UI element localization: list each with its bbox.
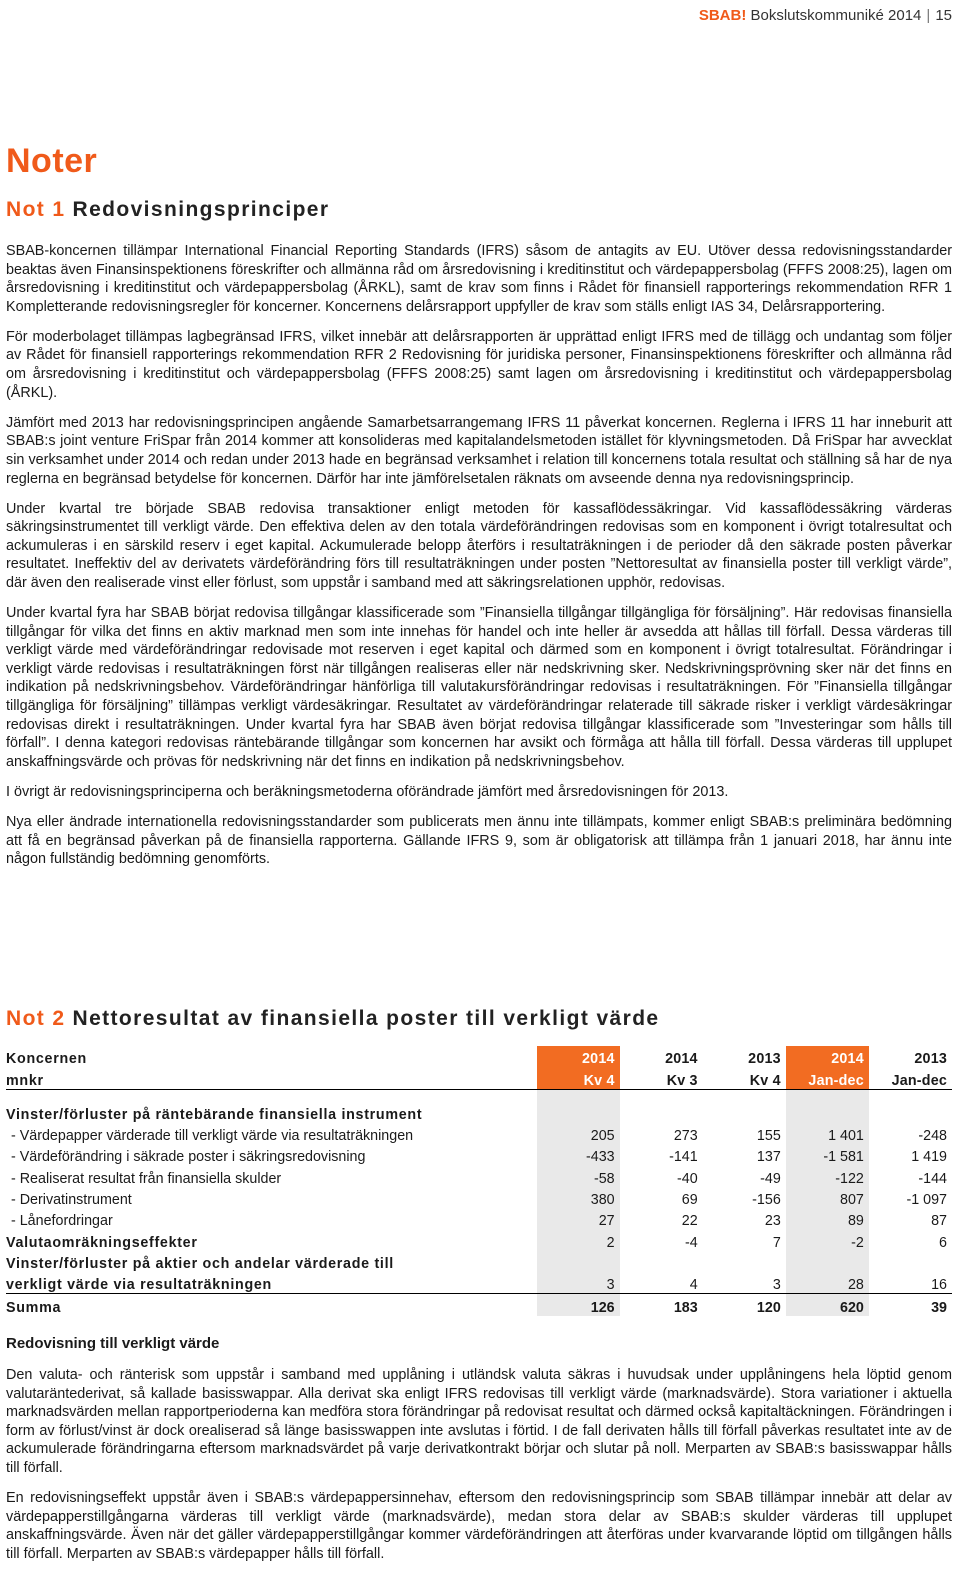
note1-paragraph: SBAB-koncernen tillämpar International Financial Reporting Standards (IFRS) såsom de antagits av EU. Utöver dessa redovisningsstandarder beaktas även Finansinspektionens föreskrifter och allmänna råd om årsredovisning i kreditinstitut och värdepappersbolag (FFFS 2008:25), lagen om årsredovisning i kreditinstitut och värdepappersbolag (ÅRKL), samt de krav som finns i Rådet för finansiell rapporterings rekommendation RFR 1 Kompletterande redovisningsregler för koncerner. Koncernens delårsrapport uppfyller de krav som ställs enligt IAS 34, Delårsrapportering. [6, 243, 952, 315]
note1-body [6, 242, 952, 880]
sum-value: 183 [673, 1299, 698, 1316]
cell-value: 273 [673, 1128, 698, 1145]
note1-paragraph: För moderbolaget tillämpas lagbegränsad IFRS, vilket innebär att delårsrapporten är upprättad enligt IFRS med de tillägg och undantag som följer av Rådet för finansiell rapporterings rekommendation RFR 2 Redovisning för juridiska personer, Finansinspektionens föreskrifter och allmänna råd om årsredovisning i kreditinstitut och värdepappersbolag (FFFS 2008:25) samt lagen om årsredovisning i kreditinstitut och värdepappersbolag (ÅRKL). [6, 328, 952, 401]
sum-value: 620 [786, 1294, 869, 1316]
document-title: Bokslutskommuniké 2014 [750, 7, 922, 24]
note1-number: Not 1 [6, 198, 66, 221]
table-sum-row [6, 1294, 952, 1316]
row-label: - Realiserat resultat från finansiella skulder [11, 1170, 282, 1187]
table-header-label: Koncernen [6, 1051, 87, 1068]
row-label: - Värdeförändring i säkrade poster i säkringsredovisning [11, 1149, 366, 1166]
note1-paragraph: Jämfört med 2013 har redovisningsprincipen angående Samarbetsarrangemang IFRS 11 påverkat koncernen. Reglerna i IFRS 11 har inneburit att SBAB:s joint venture FriSpar från 2014 kommer att konsolideras med kapitalandelsmetoden istället för klyvningsmetoden. Då FriSpar har avvecklat sin verksamhet under 2014 och redan under 2013 hade en begränsad verksamhet i relation till koncernens totala resultat och ställning så har de nya reglerna en begränsad betydelse för koncernen. Därför har inte jämförelsetalen räknats om avseende denna nya redovisningsprincip. [6, 414, 952, 487]
column-year: 2013 [914, 1051, 947, 1068]
cell-value: -2 [786, 1229, 869, 1250]
cell-value: -141 [669, 1149, 698, 1166]
note2-paragraph: En redovisningseffekt uppstår även i SBAB:s värdepappersinnehav, eftersom den redovisningsprincip som SBAB tillämpar innebär att delar av värdepapperstillgångarna värderas till verkligt värde (marknadsvärde), medan stora delar av SBAB:s skulder värderas till upplupet anskaffningsvärde. Även när det gäller värdepapperstillgångar kommer värdeförändringen att återföras under kvarvarande löptid om tillgången hålls till förfall. Merparten av SBAB:s värdepapper hålls till förfall. [6, 1490, 952, 1562]
fair-value-subheading: Redovisning till verkligt värde [6, 1335, 220, 1352]
table-row [6, 1187, 952, 1208]
cell-value: 89 [786, 1208, 869, 1229]
table-row-fx [6, 1229, 952, 1250]
page-title: Noter [6, 142, 98, 180]
sum-value: 120 [756, 1299, 781, 1316]
brand-logo: SBAB! [698, 7, 747, 24]
cell-value: 69 [681, 1192, 698, 1209]
note1-paragraph: Nya eller ändrade internationella redovisningsstandarder som publicerats men ännu inte tillämpats, kommer enligt SBAB:s preliminära bedömning att få en begränsad påverkan på de finansiella rapporterna. Gällande IFRS 9, som är obligatorisk att tillämpa från 1 januari 2018, har ännu inte någon fullständig bedömning genomförts. [6, 814, 952, 868]
cell-value: -1 581 [786, 1144, 869, 1165]
column-period: Jan-dec [786, 1067, 869, 1089]
row-label: Valutaomräkningseffekter [6, 1234, 198, 1251]
category-label: Vinster/förluster på räntebärande finansiella instrument [6, 1106, 423, 1123]
cell-value: -40 [677, 1170, 698, 1187]
cell-value: 380 [537, 1187, 620, 1208]
column-period: Jan-dec [869, 1067, 952, 1089]
table-header-row [6, 1067, 952, 1089]
table-category-row [6, 1102, 952, 1123]
column-period: Kv 4 [537, 1067, 620, 1089]
column-year: 2014 [537, 1046, 620, 1067]
note2-number: Not 2 [6, 1007, 66, 1030]
note2-title: Nettoresultat av finansiella poster till verkligt värde [72, 1007, 660, 1030]
table-header-row [6, 1046, 952, 1067]
cell-value: -58 [537, 1165, 620, 1186]
note1-paragraph: Under kvartal fyra har SBAB börjat redovisa tillgångar klassificerade som ”Finansiella tillgångar tillgängliga för försäljning”. Här redovisas finansiella tillgångar för vilka det finns en aktiv marknad men som inte innehas för handel och inte heller är avsedda att hållas till förfall. Dessa värderas till verkligt värde med värdeförändringar redovisade mot reserven i eget kapital och därmed som en komponent i övrigt totalresultat. Förändringar i verkligt värde redovisas i resultaträkningen först när tillgången realiseras eller när nedskrivning sker. Nedskrivningsprövning sker när det finns en indikation på nedskrivningsbehov. Värdeförändringar hänförliga till valutakursförändringar redovisas i resultaträkningen. För ”Finansiella tillgångar tillgängliga för försäljning” tillämpas verkligt värdesäkringar. Resultatet av värdeförändringar relaterade till säkrade risker i verkligt värdesäkringar redovisas direkt i resultaträkningen. Under kvartal fyra har SBAB även börjat redovisa tillgångar klassificerade som ”Investeringar som hålls till förfall”. I denna kategori redovisas räntebärande tillgångar som koncernen har avsikt och förmåga att hålla till förfall. Dessa värderas till upplupet anskaffningsvärde och prövas för nedskrivning när det finns en indikation på nedskrivningsbehov. [6, 605, 952, 770]
table-row [6, 1165, 952, 1186]
cell-value: 22 [681, 1213, 698, 1230]
row-label: - Värdepapper värderade till verkligt värde via resultaträkningen [11, 1128, 414, 1145]
cell-value: -4 [684, 1234, 698, 1251]
cell-value: -433 [537, 1144, 620, 1165]
column-year: 2014 [786, 1046, 869, 1067]
table-row [6, 1208, 952, 1229]
note2-heading [6, 1007, 660, 1031]
note1-title: Redovisningsprinciper [72, 198, 330, 221]
table-unit-label: mnkr [6, 1067, 537, 1089]
note2-table [6, 1046, 952, 1316]
row-label: - Lånefordringar [11, 1213, 113, 1230]
cell-value: 205 [537, 1123, 620, 1144]
cell-value: 4 [620, 1272, 703, 1294]
row-label-line2: verkligt värde via resultaträkningen [6, 1272, 537, 1294]
table-spacer [6, 1089, 952, 1102]
column-year: 2014 [665, 1051, 698, 1068]
cell-value: 27 [537, 1208, 620, 1229]
row-label-line1: Vinster/förluster på aktier och andelar värderade till [6, 1255, 394, 1272]
cell-value: 6 [939, 1234, 947, 1251]
table-row-equity [6, 1272, 952, 1294]
cell-value: 28 [786, 1272, 869, 1294]
cell-value: 1 419 [911, 1149, 947, 1166]
cell-value: 155 [756, 1128, 781, 1145]
page-number: 15 [935, 7, 952, 24]
cell-value: -144 [918, 1170, 947, 1187]
note2-body [6, 1366, 952, 1575]
cell-value: 2 [537, 1229, 620, 1250]
header-separator: | [926, 7, 931, 24]
column-period: Kv 3 [620, 1067, 703, 1089]
cell-value: 1 401 [786, 1123, 869, 1144]
note2-paragraph: Den valuta- och ränterisk som uppstår i samband med upplåning i utländsk valuta säkras i huvudsak under upplåningens hela löptid genom valutaräntederivat, så kallade basisswappar. Alla derivat ska enligt IFRS redovisas till verkligt värde (marknadsvärde). Stora variationer i aktuella marknadsvärden mellan rapportperioderna kan medföra stora förändringar på redovisat resultat och därmed också kapitaltäckningen. Förändringen i form av förlust/vinst är dock orealiserad så länge basisswappen inte avslutas i förtid. I de fall derivaten hålls till förfall påverkas resultatet inte av de ackumulerade förändringarna eftersom marknadsvärdet på varje derivatkontrakt börjar och slutar på noll. Merparten av SBAB:s basisswappar hålls till förfall. [6, 1367, 952, 1476]
table-row [6, 1144, 952, 1165]
note1-paragraph: Under kvartal tre började SBAB redovisa transaktioner enligt metoden för kassaflödessäkringar. Vid kassaflödessäkring värderas säkringsinstrumentet till verkligt värde. Den effektiva delen av den totala värdeförändringen redovisas som en komponent i övrigt totalresultat och ackumuleras i en särskild reserv i eget kapital. Ackumulerade belopp återförs i resultaträkningen i de perioder då den säkrade posten påverkar resultatet. Ineffektiv del av derivatets värdeförändring förs till resultaträkningen under posten ”Nettoresultat av finansiella poster till verkligt värde”, där även den realiserade vinst eller förlust, som uppstår i samband med att säkringsrelationen upphör, redovisas. [6, 500, 952, 591]
sum-value: 126 [537, 1294, 620, 1316]
cell-value: 3 [537, 1272, 620, 1294]
column-period: Kv 4 [703, 1067, 786, 1089]
note1-heading [6, 198, 329, 222]
note1-paragraph: I övrigt är redovisningsprinciperna och beräkningsmetoderna oförändrade jämfört med årsredovisningen för 2013. [6, 783, 729, 800]
cell-value: -156 [752, 1192, 781, 1209]
cell-value: 23 [764, 1213, 781, 1230]
table-row [6, 1123, 952, 1144]
cell-value: 137 [756, 1149, 781, 1166]
cell-value: -122 [786, 1165, 869, 1186]
cell-value: -49 [760, 1170, 781, 1187]
column-year: 2013 [748, 1051, 781, 1068]
cell-value: -1 097 [906, 1192, 947, 1209]
sum-value: 39 [931, 1299, 947, 1316]
cell-value: 807 [786, 1187, 869, 1208]
cell-value: -248 [918, 1128, 947, 1145]
cell-value: 7 [772, 1234, 781, 1251]
sum-label: Summa [6, 1299, 62, 1316]
page-header [699, 7, 952, 24]
row-label: - Derivatinstrument [11, 1192, 132, 1209]
cell-value: 3 [703, 1272, 786, 1294]
cell-value: 87 [931, 1213, 947, 1230]
table-row-equity [6, 1251, 952, 1272]
cell-value: 16 [869, 1272, 952, 1294]
